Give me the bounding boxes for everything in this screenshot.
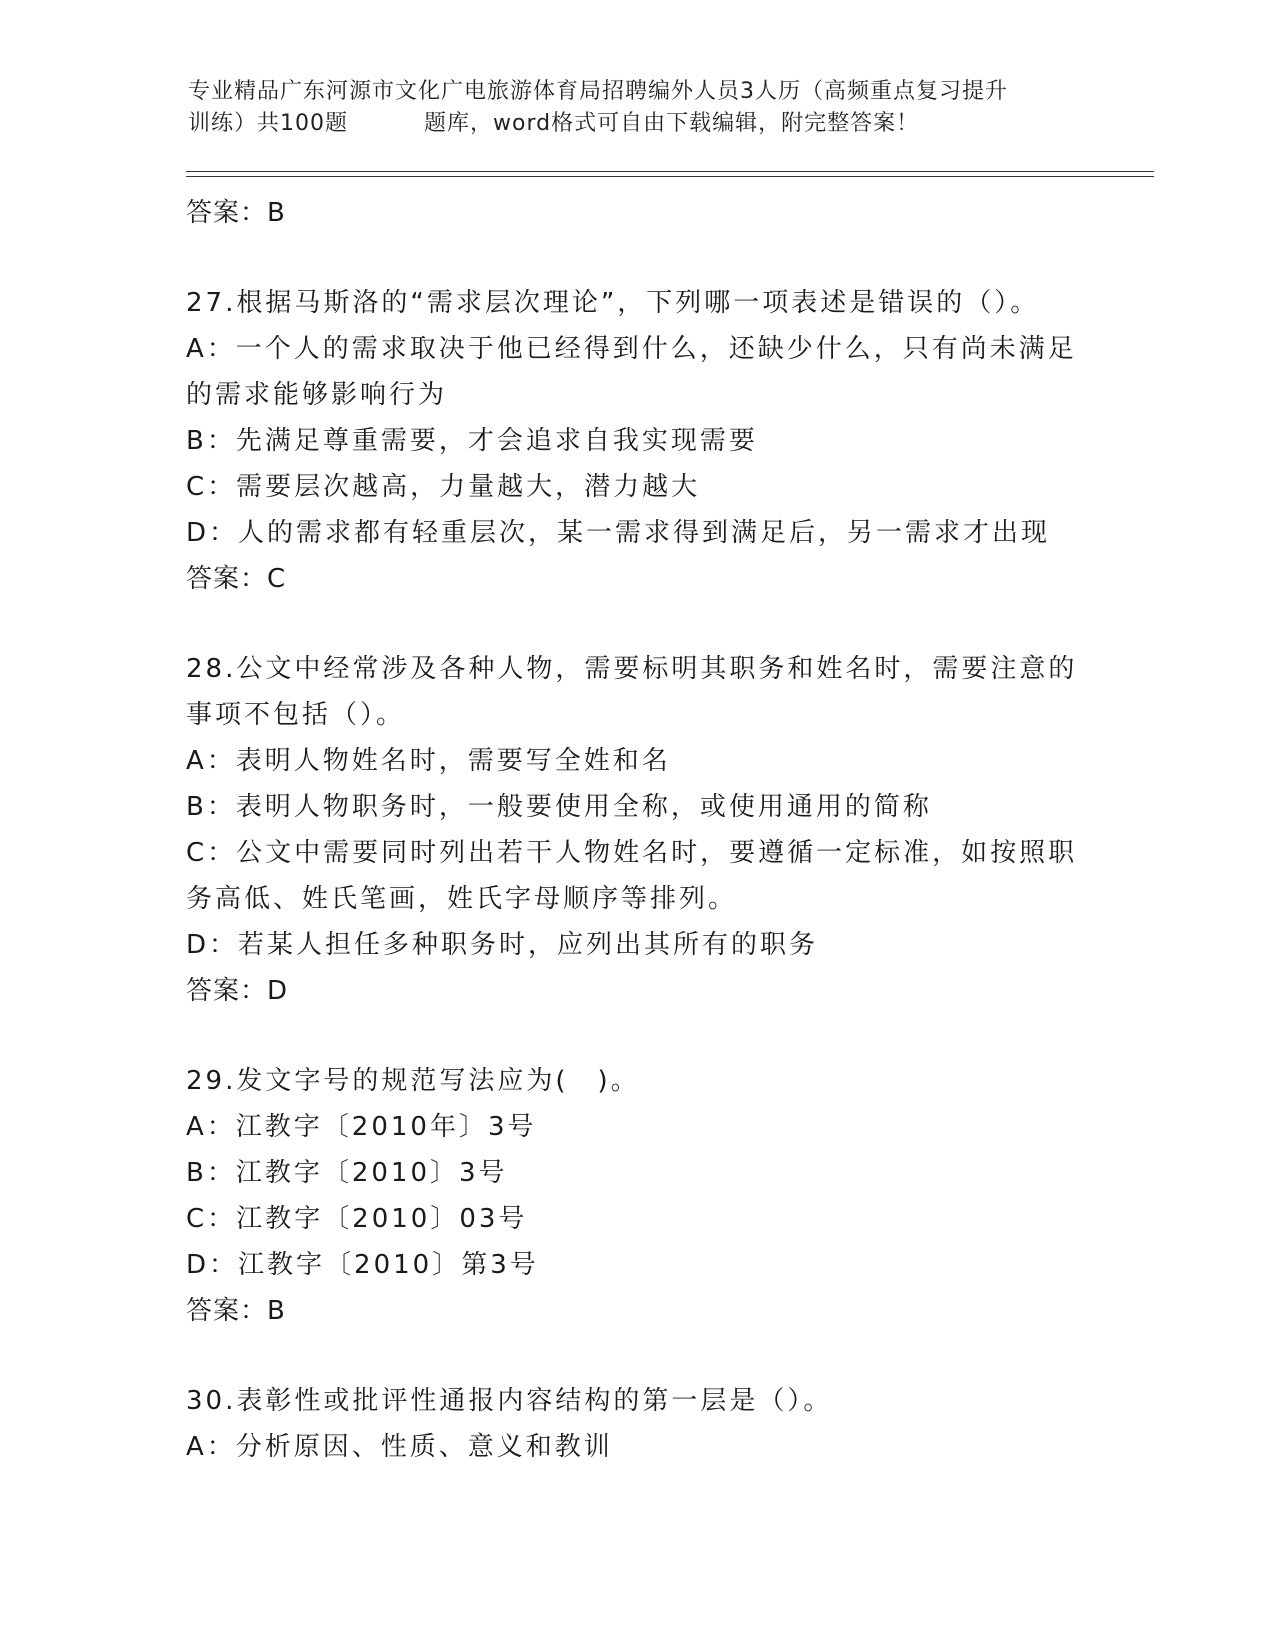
question-stem: 30.表彰性或批评性通报内容结构的第一层是（）。 xyxy=(186,1386,833,1416)
option-a: A：表明人物姓名时，需要写全姓和名 xyxy=(186,746,671,776)
question-stem: 27.根据马斯洛的“需求层次理论”，下列哪一项表述是错误的（）。 xyxy=(186,288,1040,318)
question-27 xyxy=(186,280,1086,602)
option-d: D：人的需求都有轻重层次，某一需求得到满足后，另一需求才出现 xyxy=(186,518,1051,548)
question-list xyxy=(186,190,1086,1470)
option-a: A：分析原因、性质、意义和教训 xyxy=(186,1432,613,1462)
answer-line: 答案：D xyxy=(186,976,289,1006)
page-header xyxy=(188,76,1088,140)
option-a: A：江教字〔2010年〕3号 xyxy=(186,1112,537,1142)
question-stem-cont: 事项不包括（）。 xyxy=(186,700,406,730)
option-b: B：先满足尊重需要，才会追求自我实现需要 xyxy=(186,426,758,456)
option-c: C：江教字〔2010〕03号 xyxy=(186,1204,528,1234)
question-29 xyxy=(186,1058,1086,1334)
option-c: C：公文中需要同时列出若干人物姓名时，要遵循一定标准，如按照职 xyxy=(186,838,1078,868)
option-c: C：需要层次越高，力量越大，潜力越大 xyxy=(186,472,701,502)
question-30 xyxy=(186,1378,1086,1470)
header-line-1: 专业精品广东河源市文化广电旅游体育局招聘编外人员3人历（高频重点复习提升 xyxy=(188,79,1008,104)
option-c-cont: 务高低、姓氏笔画，姓氏字母顺序等排列。 xyxy=(186,884,738,914)
option-b: B：表明人物职务时，一般要使用全称，或使用通用的简称 xyxy=(186,792,932,822)
option-d: D：若某人担任多种职务时，应列出其所有的职务 xyxy=(186,930,819,960)
option-d: D：江教字〔2010〕第3号 xyxy=(186,1250,539,1280)
header-rule-bottom xyxy=(186,176,1154,177)
header-line-2-part-2: 题库，word格式可自由下载编辑，附完整答案！ xyxy=(424,111,920,136)
option-b: B：江教字〔2010〕3号 xyxy=(186,1158,508,1188)
answer-line: 答案：B xyxy=(186,198,286,228)
question-stem: 29.发文字号的规范写法应为( )。 xyxy=(186,1066,640,1096)
header-rule-top xyxy=(186,171,1154,172)
question-28 xyxy=(186,646,1086,1014)
option-a-cont: 的需求能够影响行为 xyxy=(186,380,448,410)
header-line-2-part-1: 训练）共100题 xyxy=(188,111,348,136)
question-stem: 28.公文中经常涉及各种人物，需要标明其职务和姓名时，需要注意的 xyxy=(186,654,1078,684)
option-a: A：一个人的需求取决于他已经得到什么，还缺少什么，只有尚未满足 xyxy=(186,334,1077,364)
answer-line: 答案：B xyxy=(186,1296,286,1326)
header-line-2 xyxy=(188,108,1088,140)
answer-line: 答案：C xyxy=(186,564,287,594)
